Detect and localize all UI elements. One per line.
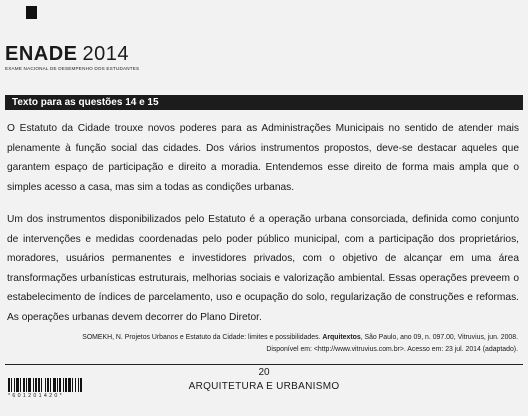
barcode-number: *601201420* bbox=[8, 393, 64, 399]
citation-details: , São Paulo, ano 09, n. 097.00, Vitruvius, jun. 2008. bbox=[360, 334, 518, 341]
section-header: Texto para as questões 14 e 15 bbox=[5, 95, 523, 110]
logo-subtitle: EXAME NACIONAL DE DESEMPENHO DOS ESTUDANTES bbox=[5, 66, 140, 71]
logo-title bbox=[5, 44, 139, 64]
paragraph-2: Um dos instrumentos disponibilizados pelo Estatuto é a operação urbana consorciada, definida como conjunto de intervenções e medidas coordenadas pelo poder público municipal, com a participação dos proprietários, moradores, usuários permanentes e investidores privados, com o objetivo de alcançar em uma área transformações urbanísticas estruturais, melhorias sociais e valorização ambiental. Essas operações preveem o estabelecimento de índices de parcelamento, uso e ocupação do solo, regularização de construções e reformas. As operações urbanas devem decorrer do Plano Diretor. bbox=[7, 214, 519, 323]
citation bbox=[18, 332, 518, 355]
exam-area: ARQUITETURA E URBANISMO bbox=[188, 381, 340, 392]
citation-line-1 bbox=[18, 332, 518, 344]
footer-divider bbox=[5, 364, 523, 365]
logo-year: 2014 bbox=[82, 43, 130, 65]
registration-mark bbox=[26, 6, 37, 19]
logo-word: ENADE bbox=[5, 43, 78, 65]
enade-logo bbox=[5, 44, 139, 71]
citation-line-2: Disponível em: <http://www.vitruvius.com.br>. Acesso em: 23 jul. 2014 (adaptado). bbox=[266, 345, 518, 353]
page-number: 20 bbox=[258, 367, 270, 378]
citation-authors-title: SOMEKH, N. Projetos Urbanos e Estatuto da Cidade: limites e possibilidades. bbox=[82, 334, 321, 341]
citation-journal: Arquitextos bbox=[322, 334, 361, 341]
paragraph-1: O Estatuto da Cidade trouxe novos poderes para as Administrações Municipais no sentido de atender mais plenamente à função social das cidades. Dos vários instrumentos propostos, deve-se destacar aqueles que garantem espaço de participação e direito a moradia. Entendemos esse direito de forma mais ampla que o simples acesso a casa, mas sim a todas as condições urbanas. bbox=[7, 123, 519, 193]
